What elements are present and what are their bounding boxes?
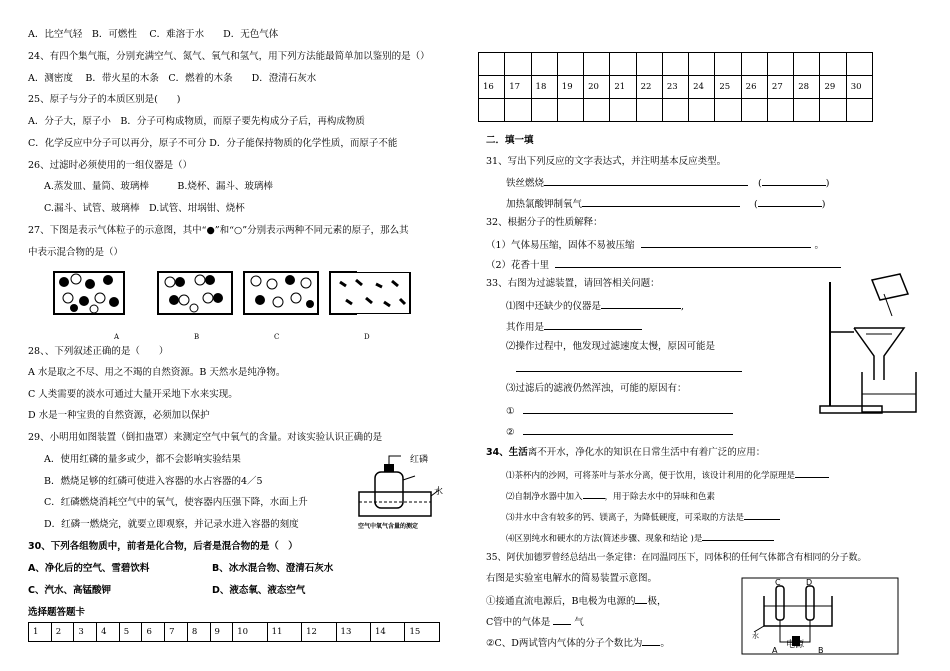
q34-3-blank[interactable] (744, 510, 780, 520)
card-answer-cell[interactable] (584, 53, 610, 76)
q35-electrolysis-figure (740, 576, 900, 656)
answer-card-title: 选择题答题卡 (28, 607, 86, 618)
q32-1: （1）气体易压缩，固体不易被压缩 。 (486, 240, 825, 251)
q26-option-cd: C.漏斗、试管、玻璃棒 D.试管、坩埚钳、烧杯 (44, 203, 245, 214)
card-cell: 23 (662, 76, 688, 99)
q28-option-ab: A 水是取之不尽、用之不竭的自然资源。B 天然水是纯净物。 (28, 367, 286, 378)
q33-3-1: ① (506, 404, 733, 418)
card-answer-cell[interactable] (715, 99, 741, 122)
q29-stem: 29、小明用如图装置（倒扣蛊罩）来测定空气中氧气的含量。对该实验认识正确的是 (28, 432, 383, 443)
card-cell: 10 (233, 623, 267, 642)
answer-card-number-row (479, 76, 873, 99)
card-cell: 15 (405, 623, 440, 642)
q35-2-blank[interactable] (553, 615, 571, 625)
q35-2: C管中的气体是 气 (486, 617, 584, 628)
q29-option-b: B．燃烧足够的红磷可使进入容器的水占容器的4／5 (44, 476, 263, 487)
q35-label-b: B (818, 646, 824, 655)
q27-label-c: C (274, 333, 280, 341)
card-answer-cell[interactable] (689, 53, 715, 76)
card-answer-cell[interactable] (505, 99, 531, 122)
card-answer-cell[interactable] (479, 99, 505, 122)
card-cell: 27 (767, 76, 793, 99)
q27-box-b (158, 272, 232, 314)
answer-card-table-1 (28, 622, 440, 642)
answer-card-table-2 (478, 52, 873, 122)
card-answer-cell[interactable] (820, 99, 846, 122)
q35-label-a: A (772, 646, 778, 655)
card-answer-cell[interactable] (767, 53, 793, 76)
q35-stem: 35、阿伏加德罗曾经总结出一条定律：在同温同压下，同体积的任何气体都含有相同的分子数。 (486, 553, 867, 563)
card-answer-cell[interactable] (794, 53, 820, 76)
card-cell: 20 (584, 76, 610, 99)
q33-3-2: ② (506, 425, 733, 439)
q25-stem: 25、原子与分子的本质区别是( ) (28, 94, 181, 105)
q33-1-blank[interactable] (601, 299, 681, 309)
card-cell: 26 (741, 76, 767, 99)
q29-option-d: D．红磷一燃烧完，就要立即观察，并记录水进入容器的刻度 (44, 519, 299, 530)
card-answer-cell[interactable] (531, 53, 557, 76)
card-cell: 1 (29, 623, 52, 642)
card-cell: 7 (165, 623, 188, 642)
q33-1b-blank[interactable] (544, 320, 642, 330)
card-answer-cell[interactable] (610, 99, 636, 122)
card-answer-cell[interactable] (846, 53, 872, 76)
card-answer-cell[interactable] (767, 99, 793, 122)
q34-2: ⑵自制净水器中加入 ，用于除去水中的异味和色素 (506, 489, 715, 503)
answer-card-blank-row (479, 53, 873, 76)
q33-3-1-blank[interactable] (523, 404, 733, 414)
q35-label-c: C (775, 578, 781, 587)
q26-option-ab: A.蒸发皿、量筒、玻璃棒 B.烧杯、漏斗、玻璃棒 (44, 181, 273, 192)
q27-label-a: A (114, 333, 120, 341)
card-cell: 16 (479, 76, 505, 99)
q35-label-d: D (806, 578, 813, 587)
card-cell: 18 (531, 76, 557, 99)
q27-box-a (54, 272, 124, 314)
card-cell: 28 (794, 76, 820, 99)
card-cell: 19 (557, 76, 583, 99)
q35-stem-2: 右图是实验室电解水的简易装置示意图。 (486, 573, 658, 584)
q35-label-water: 水 (752, 632, 759, 640)
card-answer-cell[interactable] (662, 53, 688, 76)
q28-stem: 28、、下列叙述正确的是（ ） (28, 346, 169, 357)
q27-label-d: D (364, 333, 370, 341)
card-answer-cell[interactable] (636, 99, 662, 122)
q27-box-d-extension (330, 272, 412, 314)
q30-stem: 30、下列各组物质中，前者是化合物，后者是混合物的是（ ） (28, 541, 298, 552)
card-answer-cell[interactable] (741, 53, 767, 76)
card-answer-cell[interactable] (794, 99, 820, 122)
section-2-heading: 二．填一填 (486, 135, 534, 146)
q33-2: ⑵操作过程中，他发现过滤速度太慢，原因可能是 (506, 341, 716, 352)
card-answer-cell[interactable] (636, 53, 662, 76)
card-cell: 9 (210, 623, 233, 642)
q30-option-d: D、液态氧、液态空气 (212, 585, 306, 596)
q28-option-c: C 人类需要的淡水可通过大量开采地下水来实现。 (28, 389, 238, 400)
q30-option-c: C、汽水、高锰酸钾 (28, 585, 111, 596)
q27-stem: 27、下图是表示气体粒子的示意图，其中“●”和“○”分别表示两种不同元素的原子，那么其 (28, 225, 409, 236)
q34-2-blank[interactable] (583, 489, 605, 499)
q35-3-blank[interactable] (642, 636, 660, 646)
card-answer-cell[interactable] (846, 99, 872, 122)
card-cell: 3 (74, 623, 97, 642)
q32-2: （2）花香十里 (486, 258, 841, 272)
q31-a-type-blank[interactable] (762, 176, 826, 186)
q34-4: ⑷区别纯水和硬水的方法(简述步骤、现象和结论 )是 (506, 531, 774, 545)
card-answer-cell[interactable] (820, 53, 846, 76)
q33-2-line (516, 362, 742, 376)
q35-3: ②C、D两试管内气体的分子个数比为 。 (486, 638, 670, 649)
q26-stem: 26、过滤时必须使用的一组仪器是（） (28, 160, 193, 171)
card-answer-cell[interactable] (557, 53, 583, 76)
q29-label-water: 水 (434, 487, 444, 497)
q35-label-power: 电源 (786, 640, 805, 650)
q29-label-red-phosphorus: 红磷 (410, 455, 429, 465)
q34-1-blank[interactable] (795, 468, 829, 478)
card-cell: 4 (97, 623, 120, 642)
q27-box-c (244, 272, 318, 314)
q27-particle-figure (28, 268, 358, 340)
card-cell: 14 (371, 623, 405, 642)
q33-1: ⑴图中还缺少的仪器是 , (506, 301, 685, 312)
card-answer-cell[interactable] (689, 99, 715, 122)
card-cell: 2 (51, 623, 74, 642)
q35-1-blank[interactable] (635, 594, 647, 604)
card-cell: 13 (336, 623, 370, 642)
q27-stem-2: 中表示混合物的是（） (28, 247, 124, 258)
q32-2-blank[interactable] (555, 258, 841, 268)
q32-1-blank[interactable] (641, 238, 811, 248)
card-answer-cell[interactable] (715, 53, 741, 76)
card-cell: 6 (142, 623, 165, 642)
q33-1b: 其作用是 (506, 320, 642, 334)
card-cell: 17 (505, 76, 531, 99)
card-answer-cell[interactable] (479, 53, 505, 76)
card-cell: 30 (846, 76, 872, 99)
card-answer-cell[interactable] (531, 99, 557, 122)
q31-b: 加热氯酸钾制氧气 ( ) (506, 199, 826, 210)
card-cell: 24 (689, 76, 715, 99)
card-cell: 29 (820, 76, 846, 99)
q31-a-blank[interactable] (544, 176, 748, 186)
q33-stem: 33、右图为过滤装置，请回答相关问题： (486, 278, 660, 289)
q30-option-b: B、冰水混合物、澄清石灰水 (212, 563, 334, 574)
q33-3-2-blank[interactable] (523, 425, 733, 435)
q28-option-d: D 水是一种宝贵的自然资源，必须加以保护 (28, 410, 210, 421)
q24-stem: 24、有四个集气瓶，分别充满空气、氮气、氧气和氢气，用下列方法能最简单加以鉴别的是（） (28, 51, 430, 62)
q27-label-b: B (194, 333, 200, 341)
q29-apparatus-figure (353, 452, 445, 524)
card-cell: 21 (610, 76, 636, 99)
q29-figure-caption: 空气中氧气含量的测定 (358, 523, 419, 530)
q33-filtration-figure (818, 272, 923, 418)
card-answer-cell[interactable] (584, 99, 610, 122)
q29-option-a: A．使用红磷的量多或少，都不会影响实验结果 (44, 454, 241, 465)
q33-2-blank[interactable] (516, 362, 742, 372)
q25-option-ab: A．分子大，原子小 B．分子可构成物质，而原子要先构成分子后，再构成物质 (28, 116, 365, 127)
q32-stem: 32、根据分子的性质解释： (486, 217, 603, 228)
q31-a: 铁丝燃烧 ( ) (506, 178, 830, 189)
q25-option-cd: C．化学反应中分子可以再分，原子不可分 D．分子能保持物质的化学性质，而原子不能 (28, 138, 398, 149)
card-cell: 5 (119, 623, 142, 642)
q31-b-blank[interactable] (582, 197, 740, 207)
card-cell: 25 (715, 76, 741, 99)
card-answer-cell[interactable] (741, 99, 767, 122)
q24-options: A．测密度 B．带火星的木条 C．燃着的木条 D．澄清石灰水 (28, 73, 317, 84)
q23-options: A．比空气轻 B．可燃性 C．难溶于水 D．无色气体 (28, 29, 279, 40)
q34-1: ⑴茶杯内的沙网，可将茶叶与茶水分离，便于饮用，该设计利用的化学原理是 (506, 468, 829, 482)
card-cell: 22 (636, 76, 662, 99)
card-cell: 8 (187, 623, 210, 642)
q31-b-type-blank[interactable] (758, 197, 822, 207)
q31-stem: 31、写出下列反应的文字表达式，并注明基本反应类型。 (486, 156, 727, 167)
card-cell: 12 (302, 623, 336, 642)
q29-option-c: C．红磷燃烧消耗空气中的氧气，使容器内压强下降，水面上升 (44, 497, 308, 508)
q33-3: ⑶过滤后的滤液仍然浑浊，可能的原因有： (506, 383, 687, 394)
card-answer-cell[interactable] (662, 99, 688, 122)
q34-stem: 34、生活离不开水，净化水的知识在日常生活中有着广泛的应用： (486, 447, 766, 458)
q34-4-blank[interactable] (702, 531, 774, 541)
card-answer-cell[interactable] (610, 53, 636, 76)
answer-card-blank-row (479, 99, 873, 122)
q34-3: ⑶井水中含有较多的钙、镁离子，为降低硬度，可采取的方法是 (506, 510, 780, 524)
card-answer-cell[interactable] (557, 99, 583, 122)
card-answer-cell[interactable] (505, 53, 531, 76)
answer-card-number-row (29, 623, 440, 642)
card-cell: 11 (267, 623, 301, 642)
q30-option-a: A、净化后的空气、雪碧饮料 (28, 563, 150, 574)
q35-1: ①接通直流电源后，B电极为电源的 极， (486, 596, 667, 607)
